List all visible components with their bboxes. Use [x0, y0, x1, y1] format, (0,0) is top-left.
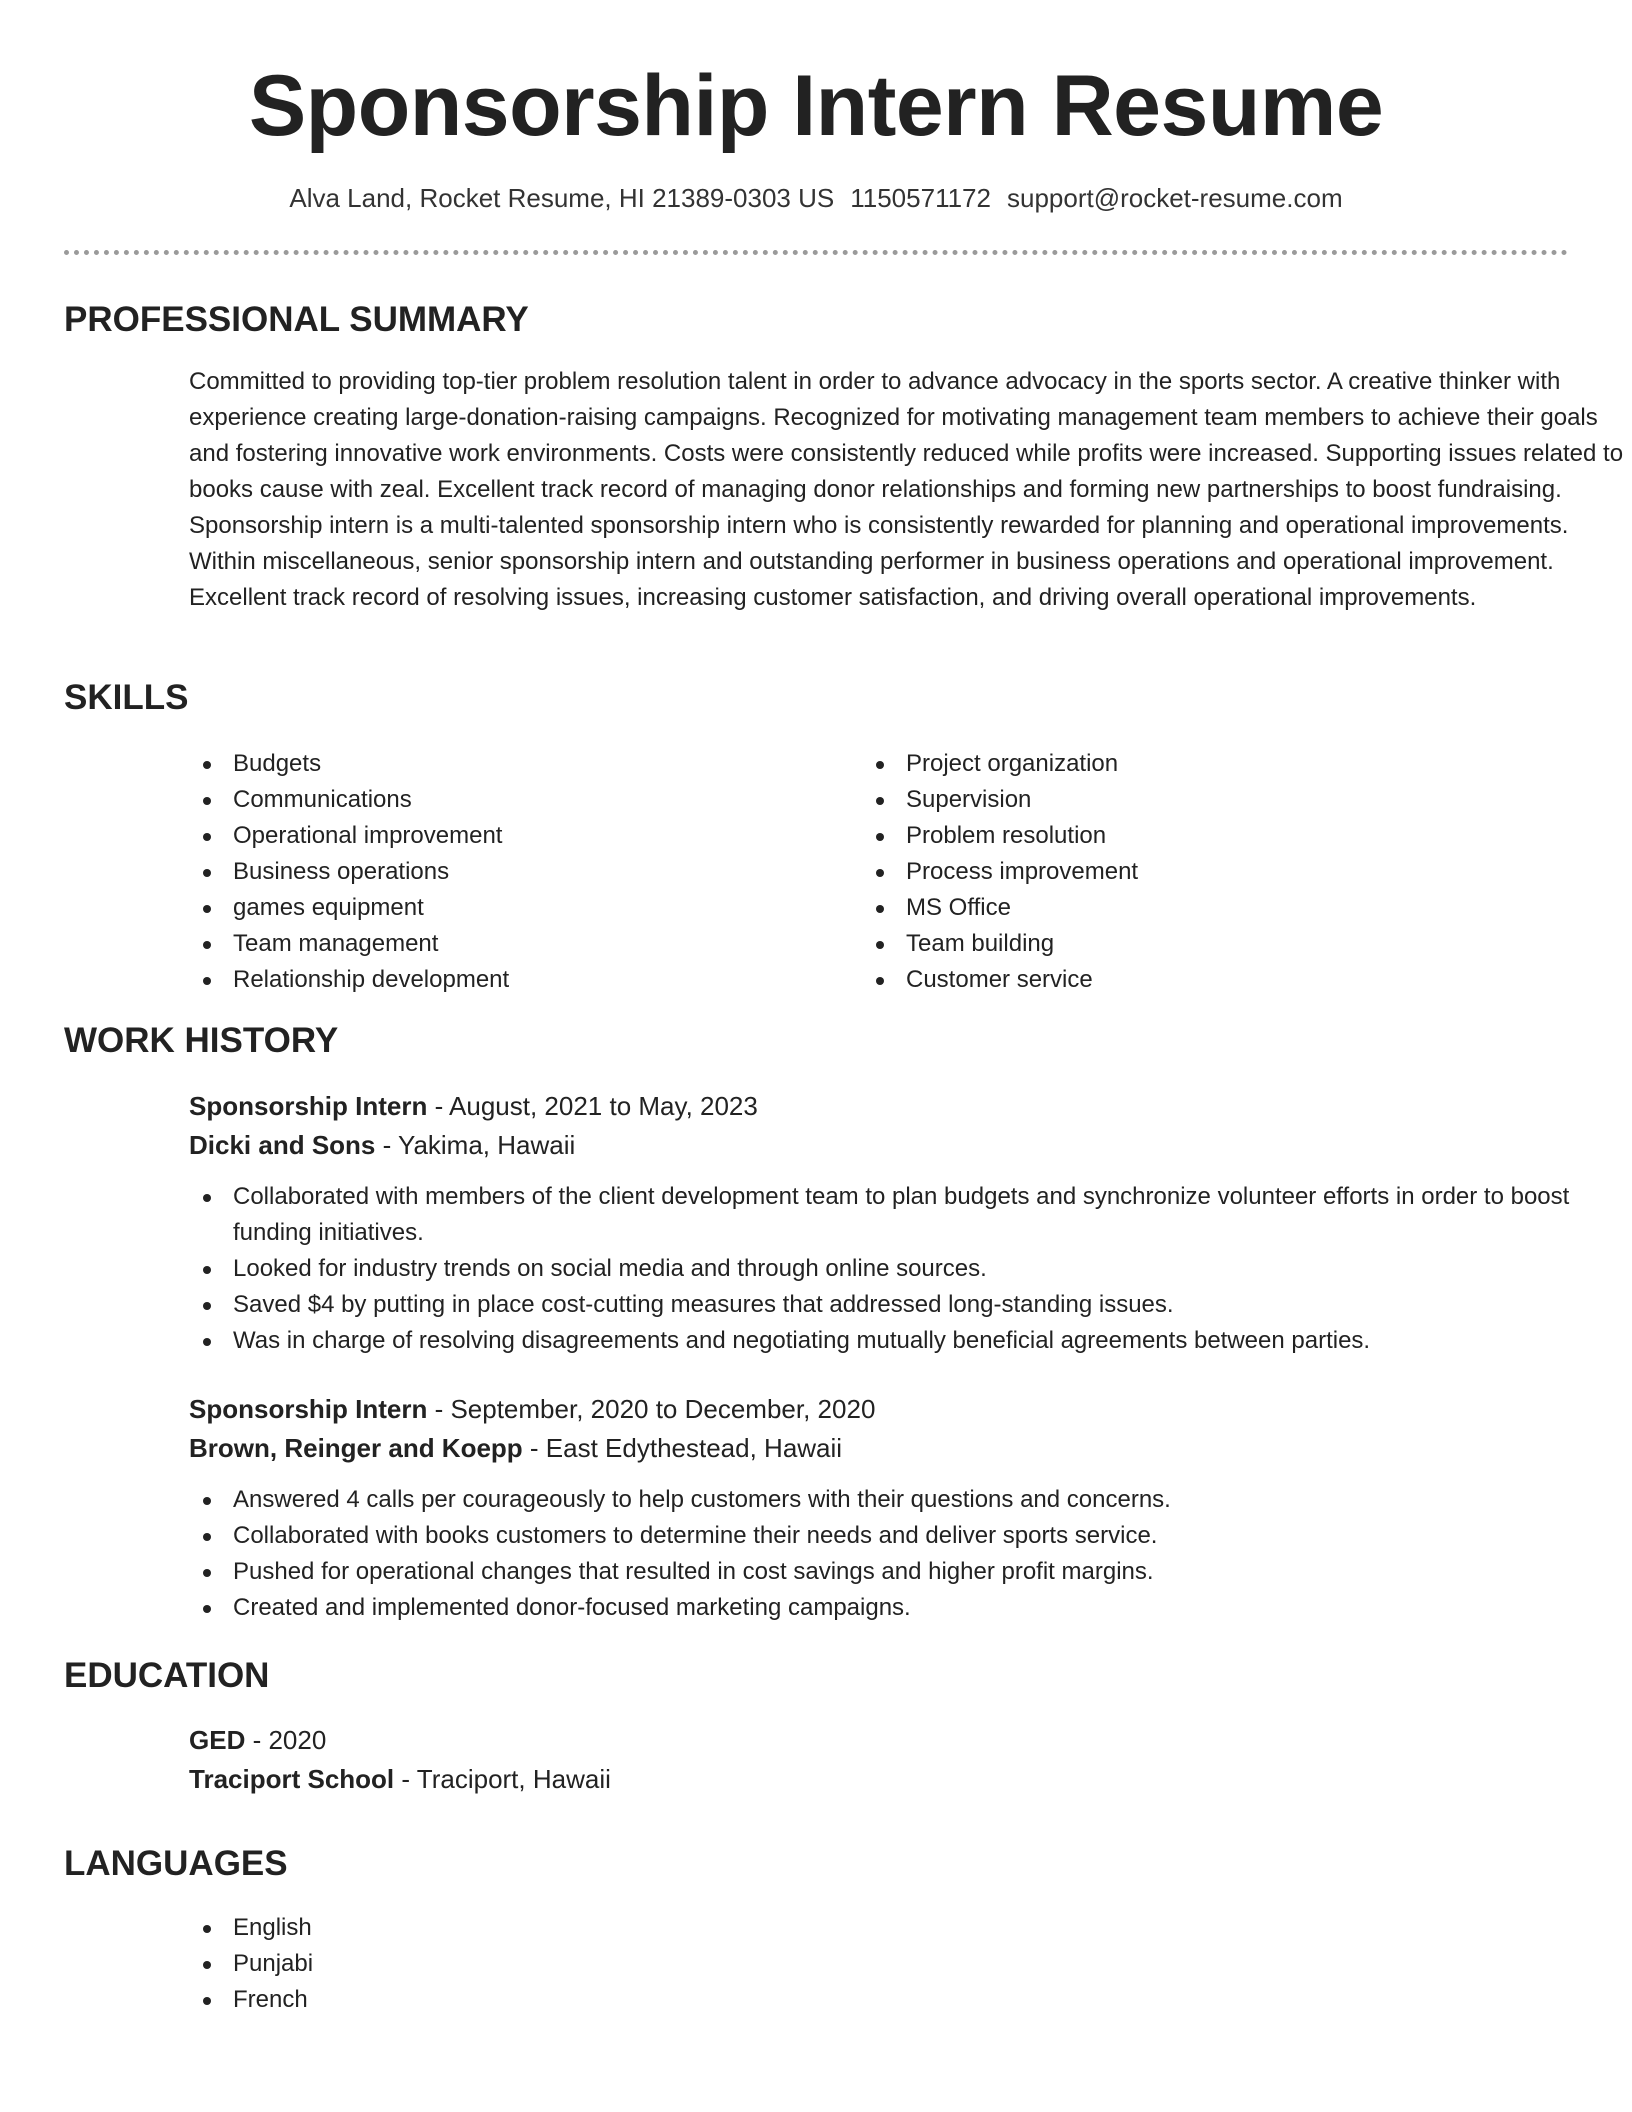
contact-line: [64, 180, 1568, 216]
skill-item: Supervision: [862, 782, 1502, 818]
job-company-line: [189, 1126, 1629, 1165]
job-entry: [189, 1087, 1629, 1359]
education-degree: GED: [189, 1725, 246, 1755]
education-year: - 2020: [245, 1725, 327, 1755]
education-location: - Traciport, Hawaii: [394, 1764, 611, 1794]
skill-item: Communications: [189, 782, 829, 818]
languages-list: [189, 1910, 829, 2018]
education-degree-line: [189, 1721, 1629, 1760]
job-company: Brown, Reinger and Koepp: [189, 1433, 523, 1463]
job-bullet: Collaborated with members of the client development team to plan budgets and synchronize volunteer efforts in order to boost funding initiatives.: [145, 1179, 1629, 1251]
job-bullet: Collaborated with books customers to determine their needs and deliver sports service.: [145, 1518, 1629, 1554]
skill-item: Project organization: [862, 746, 1502, 782]
language-item: English: [189, 1910, 829, 1946]
work-history-heading: WORK HISTORY: [64, 1021, 339, 1060]
job-bullet: Looked for industry trends on social media and through online sources.: [145, 1251, 1629, 1287]
education-school: Traciport School: [189, 1764, 395, 1794]
skills-list-left: [189, 746, 829, 998]
job-bullet: Pushed for operational changes that resulted in cost savings and higher profit margins.: [145, 1554, 1629, 1590]
summary-text: Committed to providing top-tier problem resolution talent in order to advance advocacy in the sports sector. A creative thinker with experience creating large-donation-raising campaigns. Recognized for motivating management team members to achieve their goals and fostering innovative work environments. Costs were consistently reduced while profits were increased. Supporting issues related to books cause with zeal. Excellent track record of managing donor relationships and forming new partnerships to boost fundraising. Sponsorship intern is a multi-talented sponsorship intern who is consistently rewarded for planning and operational improvements. Within miscellaneous, senior sponsorship intern and outstanding performer in business operations and operational improvement. Excellent track record of resolving issues, increasing customer satisfaction, and driving overall operational improvements.: [189, 368, 1624, 611]
skill-item: Process improvement: [862, 854, 1502, 890]
skill-item: Team management: [189, 926, 829, 962]
education-school-line: [189, 1760, 1629, 1799]
job-dates: - August, 2021 to May, 2023: [427, 1091, 758, 1121]
skills-list-right: [862, 746, 1502, 998]
skill-item: Budgets: [189, 746, 829, 782]
job-title-line: [189, 1390, 1629, 1429]
skill-item: Team building: [862, 926, 1502, 962]
skill-item: Operational improvement: [189, 818, 829, 854]
job-bullets: [145, 1482, 1629, 1626]
job-bullet: Was in charge of resolving disagreements and negotiating mutually beneficial agreements between parties.: [145, 1323, 1629, 1359]
job-title: Sponsorship Intern: [189, 1091, 428, 1121]
job-location: - East Edythestead, Hawaii: [522, 1433, 843, 1463]
header-divider: [64, 250, 1568, 255]
education-entry: [189, 1721, 1629, 1799]
contact-phone: 1150571172: [850, 183, 991, 213]
contact-email: support@rocket-resume.com: [1006, 183, 1343, 213]
skill-item: Business operations: [189, 854, 829, 890]
skill-item: games equipment: [189, 890, 829, 926]
job-bullets: [145, 1179, 1629, 1359]
job-company: Dicki and Sons: [189, 1130, 376, 1160]
language-item: Punjabi: [189, 1946, 829, 1982]
skills-heading: SKILLS: [64, 678, 189, 717]
job-company-line: [189, 1429, 1629, 1468]
skill-item: Relationship development: [189, 962, 829, 998]
education-heading: EDUCATION: [64, 1656, 270, 1695]
job-bullet: Created and implemented donor-focused marketing campaigns.: [145, 1590, 1629, 1626]
job-bullet: Saved $4 by putting in place cost-cutting measures that addressed long-standing issues.: [145, 1287, 1629, 1323]
skill-item: Problem resolution: [862, 818, 1502, 854]
language-item: French: [189, 1982, 829, 2018]
languages-heading: LANGUAGES: [64, 1844, 288, 1883]
job-dates: - September, 2020 to December, 2020: [427, 1394, 876, 1424]
skill-item: MS Office: [862, 890, 1502, 926]
contact-address: Alva Land, Rocket Resume, HI 21389-0303 US: [289, 183, 835, 213]
job-title: Sponsorship Intern: [189, 1394, 428, 1424]
job-title-line: [189, 1087, 1629, 1126]
resume-title: Sponsorship Intern Resume: [248, 58, 1384, 154]
job-entry: [189, 1390, 1629, 1626]
skill-item: Customer service: [862, 962, 1502, 998]
job-location: - Yakima, Hawaii: [375, 1130, 576, 1160]
job-bullet: Answered 4 calls per courageously to help customers with their questions and concerns.: [145, 1482, 1629, 1518]
summary-heading: PROFESSIONAL SUMMARY: [64, 300, 529, 339]
